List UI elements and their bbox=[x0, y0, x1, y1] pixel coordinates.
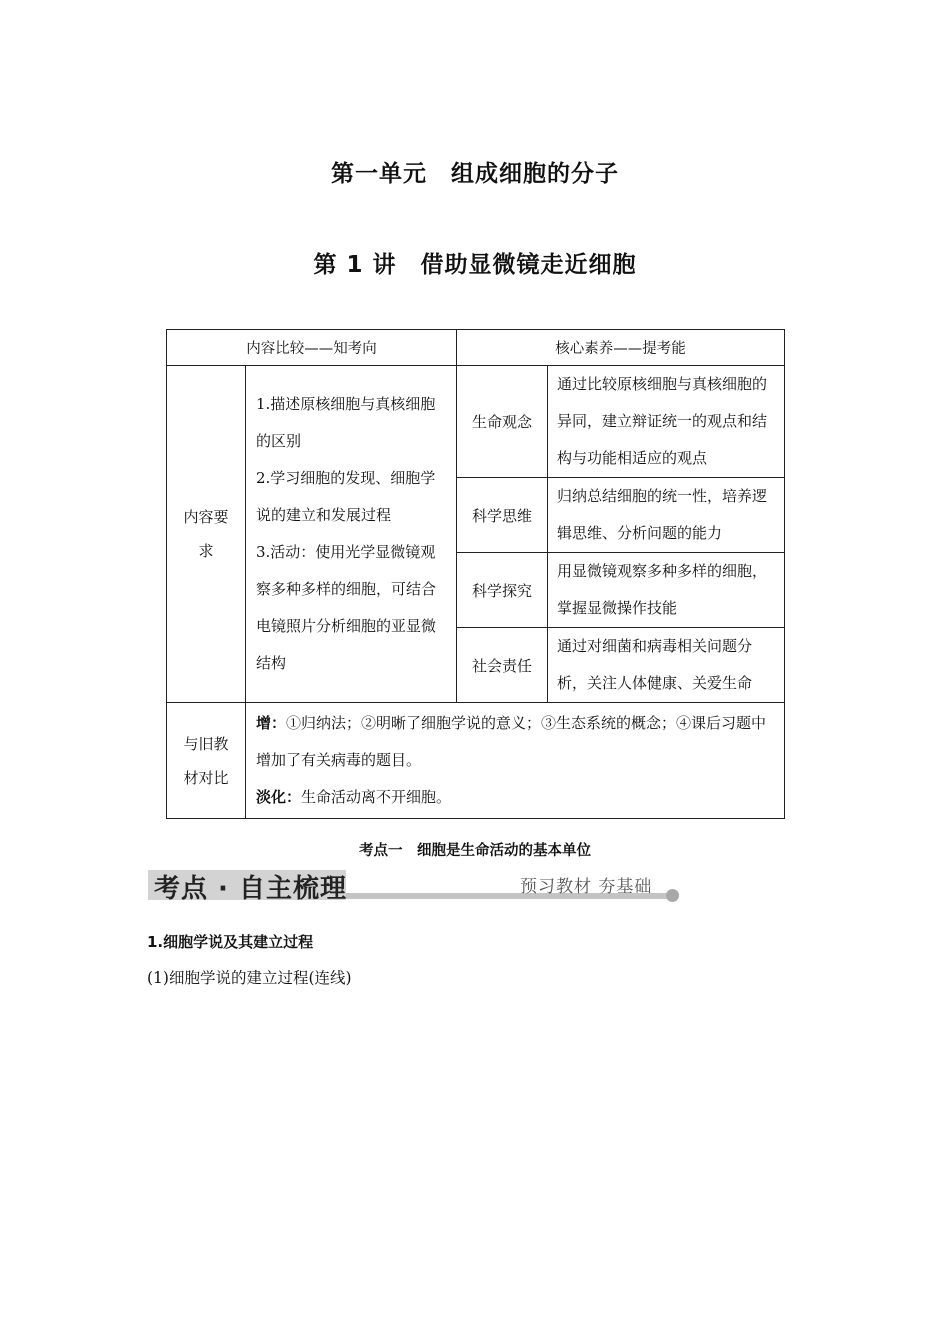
content-req-label: 内容要求 bbox=[167, 366, 246, 703]
core-desc: 通过对细菌和病毒相关问题分析，关注人体健康、关爱生命 bbox=[548, 628, 785, 703]
header-core-literacy: 核心素养——提考能 bbox=[457, 330, 785, 366]
header-content-compare: 内容比较——知考向 bbox=[167, 330, 457, 366]
content-req-item: 3.活动：使用光学显微镜观察多种多样的细胞，可结合电镜照片分析细胞的亚显微结构 bbox=[256, 543, 437, 672]
compare-weak-text: 生命活动离不开细胞。 bbox=[301, 788, 452, 806]
content-req-text bbox=[246, 366, 457, 703]
core-name: 科学探究 bbox=[457, 553, 548, 628]
compare-add-text: ①归纳法；②明晰了细胞学说的意义；③生态系统的概念；④课后习题中增加了有关病毒的题目。 bbox=[256, 714, 767, 769]
lecture-title: 第 1 讲 借助显微镜走近细胞 bbox=[313, 252, 637, 278]
content-req-item: 2.学习细胞的发现、细胞学说的建立和发展过程 bbox=[256, 469, 436, 524]
requirements-table bbox=[166, 329, 785, 819]
compare-label: 与旧教材对比 bbox=[167, 703, 246, 819]
core-desc: 用显微镜观察多种多样的细胞，掌握显微操作技能 bbox=[548, 553, 785, 628]
compare-weak-label: 淡化： bbox=[256, 788, 302, 806]
content-req-item: 1.描述原核细胞与真核细胞的区别 bbox=[256, 395, 436, 450]
unit-title: 第一单元 组成细胞的分子 bbox=[331, 161, 619, 187]
banner-dot-icon bbox=[666, 889, 679, 902]
kaodian-title: 考点一 细胞是生命活动的基本单位 bbox=[359, 843, 591, 859]
section-banner bbox=[148, 868, 688, 904]
core-desc: 通过比较原核细胞与真核细胞的异同，建立辩证统一的观点和结构与功能相适应的观点 bbox=[548, 366, 785, 478]
banner-main-text: 考点 · 自主梳理 bbox=[154, 874, 347, 904]
core-name: 科学思维 bbox=[457, 478, 548, 553]
core-name: 生命观念 bbox=[457, 366, 548, 478]
core-name: 社会责任 bbox=[457, 628, 548, 703]
core-desc: 归纳总结细胞的统一性，培养逻辑思维、分析问题的能力 bbox=[548, 478, 785, 553]
section-heading: 1.细胞学说及其建立过程 bbox=[147, 933, 314, 951]
subsection-heading: (1)细胞学说的建立过程(连线) bbox=[147, 969, 352, 987]
banner-sub-text: 预习教材 夯基础 bbox=[520, 877, 653, 897]
compare-text bbox=[246, 703, 785, 819]
compare-add-label: 增： bbox=[256, 714, 287, 732]
